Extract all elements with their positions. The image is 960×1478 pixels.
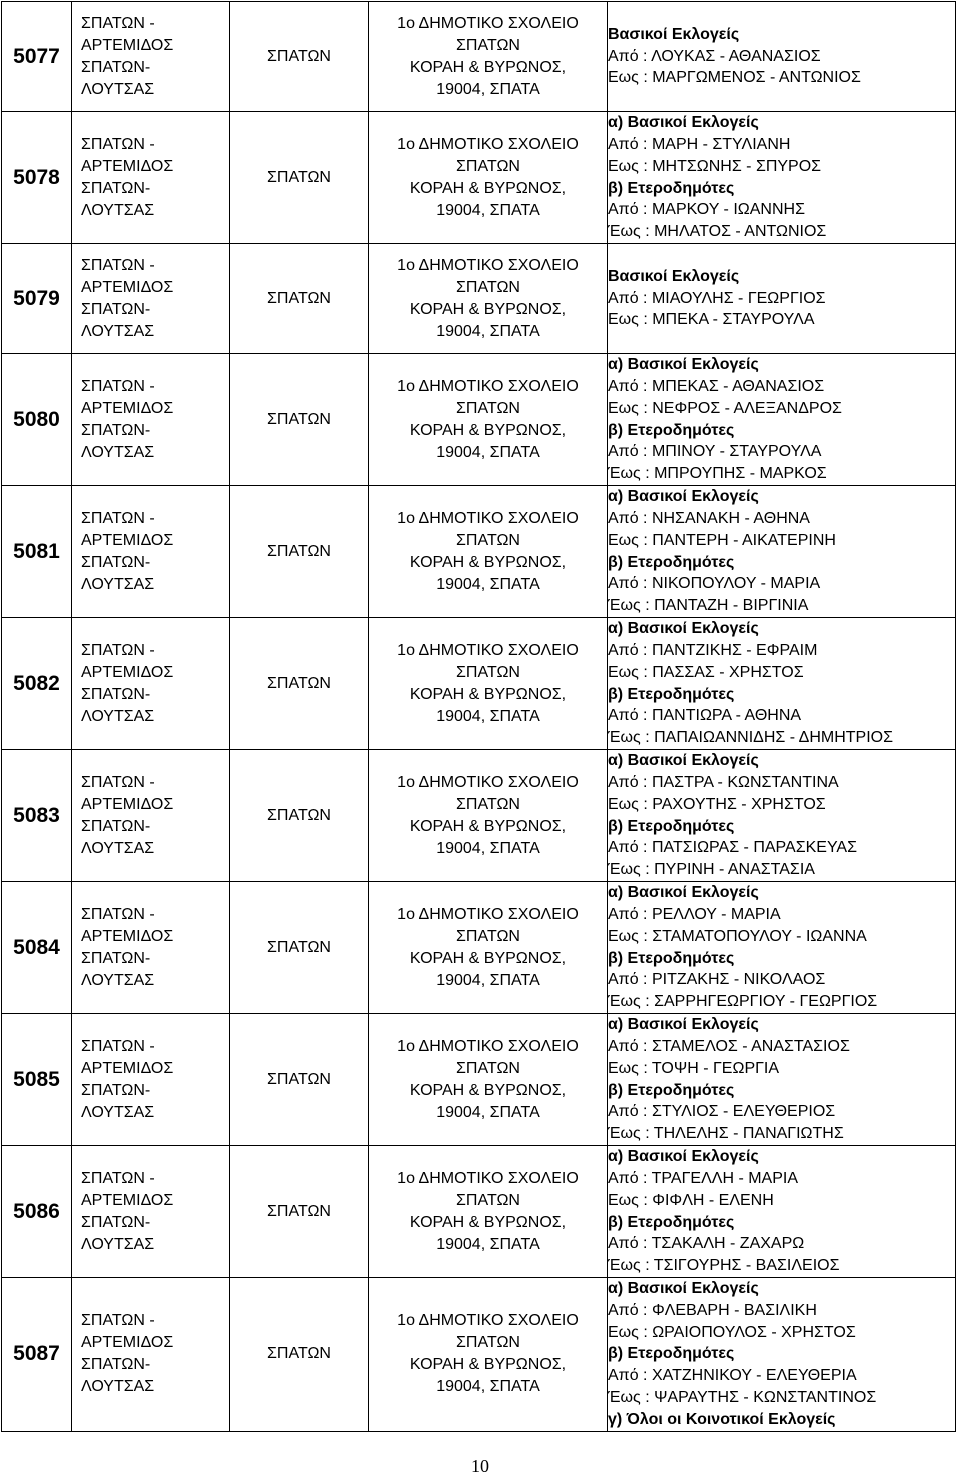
school-address-line: ΚΟΡΑΗ & ΒΥΡΩΝΟΣ, — [409, 179, 567, 197]
school-address-line: 1ο ΔΗΜΟΤΙΚΟ ΣΧΟΛΕΙΟ — [397, 14, 579, 32]
table-row — [2, 1278, 956, 1432]
municipality-line: ΣΠΑΤΩΝ - — [81, 14, 155, 32]
community-cell: ΣΠΑΤΩΝ — [230, 618, 369, 750]
page-number: 10 — [471, 1456, 489, 1476]
voter-category-heading: α) Βασικοί Εκλογείς — [608, 1148, 759, 1166]
voter-range-cell — [608, 750, 956, 882]
school-address-line: ΚΟΡΑΗ & ΒΥΡΩΝΟΣ, — [409, 949, 567, 967]
voter-category-heading: α) Βασικοί Εκλογείς — [608, 488, 759, 506]
voter-range-line: Εως : ΤΟΨΗ - ΓΕΩΡΓΙΑ — [608, 1059, 780, 1077]
voter-range-line: Εως : ΡΑΧΟΥΤΗΣ - ΧΡΗΣΤΟΣ — [608, 795, 826, 813]
table-row — [2, 2, 956, 112]
table-row — [2, 486, 956, 618]
voter-category-heading: β) Ετεροδημότες — [608, 1345, 735, 1363]
community-cell: ΣΠΑΤΩΝ — [230, 244, 369, 354]
school-address-line: 1ο ΔΗΜΟΤΙΚΟ ΣΧΟΛΕΙΟ — [397, 905, 579, 923]
school-address-line: 1ο ΔΗΜΟΤΙΚΟ ΣΧΟΛΕΙΟ — [397, 1037, 579, 1055]
voter-category-heading: α) Βασικοί Εκλογείς — [608, 884, 759, 902]
voter-category-heading: α) Βασικοί Εκλογείς — [608, 752, 759, 770]
municipality-line: ΣΠΑΤΩΝ - — [81, 377, 155, 395]
school-address-line: ΣΠΑΤΩΝ — [456, 1191, 520, 1209]
station-number: 5081 — [2, 486, 72, 618]
municipality-cell — [72, 1014, 230, 1146]
voter-range-line: Από : ΜΑΡΗ - ΣΤΥΛΙΑΝΗ — [608, 135, 791, 153]
municipality-line: ΣΠΑΤΩΝ - — [81, 905, 155, 923]
voter-category-heading: β) Ετεροδημότες — [608, 817, 735, 835]
voter-range-line: Έως : ΜΠΡΟΥΠΗΣ - ΜΑΡΚΟΣ — [608, 465, 827, 483]
municipality-line: ΑΡΤΕΜΙΔΟΣ — [81, 663, 174, 681]
voter-range-line: Από : ΧΑΤΖΗΝΙΚΟΥ - ΕΛΕΥΘΕΡΙΑ — [608, 1367, 857, 1385]
municipality-line: ΣΠΑΤΩΝ- — [81, 300, 151, 318]
voter-range-cell — [608, 882, 956, 1014]
voter-category-heading: γ) Όλοι οι Κοινοτικοί Εκλογείς — [608, 1410, 836, 1428]
school-address-cell — [369, 618, 608, 750]
municipality-line: ΣΠΑΤΩΝ- — [81, 1213, 151, 1231]
municipality-line: ΑΡΤΕΜΙΔΟΣ — [81, 157, 174, 175]
voter-range-line: Από : ΜΑΡΚΟΥ - ΙΩΑΝΝΗΣ — [608, 201, 805, 219]
voter-range-line: Εως : ΦΙΦΛΗ - ΕΛΕΝΗ — [608, 1191, 774, 1209]
school-address-line: ΚΟΡΑΗ & ΒΥΡΩΝΟΣ, — [409, 553, 567, 571]
school-address-line: 19004, ΣΠΑΤΑ — [436, 443, 540, 461]
station-number: 5084 — [2, 882, 72, 1014]
school-address-line: ΣΠΑΤΩΝ — [456, 1059, 520, 1077]
municipality-line: ΣΠΑΤΩΝ- — [81, 179, 151, 197]
voter-range-line: Από : ΤΣΑΚΑΛΗ - ΖΑΧΑΡΩ — [608, 1235, 805, 1253]
municipality-line: ΣΠΑΤΩΝ- — [81, 421, 151, 439]
school-address-line: 19004, ΣΠΑΤΑ — [436, 971, 540, 989]
voter-category-heading: β) Ετεροδημότες — [608, 685, 735, 703]
school-address-line: 1ο ΔΗΜΟΤΙΚΟ ΣΧΟΛΕΙΟ — [397, 1169, 579, 1187]
table-row — [2, 1014, 956, 1146]
school-address-line: ΣΠΑΤΩΝ — [456, 36, 520, 54]
school-address-line: ΣΠΑΤΩΝ — [456, 399, 520, 417]
municipality-line: ΑΡΤΕΜΙΔΟΣ — [81, 1059, 174, 1077]
school-address-line: ΚΟΡΑΗ & ΒΥΡΩΝΟΣ, — [409, 1213, 567, 1231]
school-address-line: 1ο ΔΗΜΟΤΙΚΟ ΣΧΟΛΕΙΟ — [397, 1312, 579, 1330]
school-address-line: 19004, ΣΠΑΤΑ — [436, 575, 540, 593]
school-address-line: ΣΠΑΤΩΝ — [456, 531, 520, 549]
school-address-line: 19004, ΣΠΑΤΑ — [436, 201, 540, 219]
municipality-line: ΣΠΑΤΩΝ - — [81, 509, 155, 527]
municipality-line: ΣΠΑΤΩΝ- — [81, 685, 151, 703]
table-body — [2, 2, 956, 1432]
voter-range-line: Έως : ΠΥΡΙΝΗ - ΑΝΑΣΤΑΣΙΑ — [608, 861, 815, 879]
school-address-line: ΚΟΡΑΗ & ΒΥΡΩΝΟΣ, — [409, 1356, 567, 1374]
school-address-line: 1ο ΔΗΜΟΤΙΚΟ ΣΧΟΛΕΙΟ — [397, 256, 579, 274]
school-address-line: 1ο ΔΗΜΟΤΙΚΟ ΣΧΟΛΕΙΟ — [397, 641, 579, 659]
municipality-line: ΑΡΤΕΜΙΔΟΣ — [81, 927, 174, 945]
station-number: 5080 — [2, 354, 72, 486]
voter-range-cell — [608, 2, 956, 112]
municipality-line: ΣΠΑΤΩΝ - — [81, 256, 155, 274]
voter-range-line: Εως : ΜΠΕΚΑ - ΣΤΑΥΡΟΥΛΑ — [608, 311, 815, 329]
municipality-line: ΣΠΑΤΩΝ- — [81, 949, 151, 967]
voter-range-cell — [608, 1014, 956, 1146]
voter-range-line: Εως : ΜΗΤΣΩΝΗΣ - ΣΠΥΡΟΣ — [608, 157, 822, 175]
school-address-cell — [369, 1146, 608, 1278]
voter-range-line: Έως : ΠΑΠΑΙΩΑΝΝΙΔΗΣ - ΔΗΜΗΤΡΙΟΣ — [608, 729, 893, 747]
school-address-line: 1ο ΔΗΜΟΤΙΚΟ ΣΧΟΛΕΙΟ — [397, 377, 579, 395]
school-address-line: ΣΠΑΤΩΝ — [456, 278, 520, 296]
voter-range-line: Από : ΠΑΤΣΙΩΡΑΣ - ΠΑΡΑΣΚΕΥΑΣ — [608, 839, 857, 857]
school-address-line: ΚΟΡΑΗ & ΒΥΡΩΝΟΣ, — [409, 817, 567, 835]
municipality-line: ΣΠΑΤΩΝ- — [81, 58, 151, 76]
voter-range-line: Από : ΜΙΑΟΥΛΗΣ - ΓΕΩΡΓΙΟΣ — [608, 289, 826, 307]
school-address-cell — [369, 112, 608, 244]
station-number: 5083 — [2, 750, 72, 882]
municipality-cell — [72, 1278, 230, 1432]
municipality-line: ΣΠΑΤΩΝ- — [81, 553, 151, 571]
school-address-cell — [369, 244, 608, 354]
voter-range-line: Έως : ΨΑΡΑΥΤΗΣ - ΚΩΝΣΤΑΝΤΙΝΟΣ — [608, 1388, 877, 1406]
voter-range-line: Εως : ΠΑΝΤΕΡΗ - ΑΙΚΑΤΕΡΙΝΗ — [608, 531, 836, 549]
station-number: 5079 — [2, 244, 72, 354]
school-address-line: 1ο ΔΗΜΟΤΙΚΟ ΣΧΟΛΕΙΟ — [397, 509, 579, 527]
municipality-line: ΑΡΤΕΜΙΔΟΣ — [81, 795, 174, 813]
community-cell: ΣΠΑΤΩΝ — [230, 1278, 369, 1432]
voter-range-line: Από : ΜΠΙΝΟΥ - ΣΤΑΥΡΟΥΛΑ — [608, 443, 822, 461]
voter-range-line: Από : ΡΙΤΖΑΚΗΣ - ΝΙΚΟΛΑΟΣ — [608, 971, 826, 989]
voter-category-heading: β) Ετεροδημότες — [608, 421, 735, 439]
municipality-cell — [72, 882, 230, 1014]
municipality-line: ΛΟΥΤΣΑΣ — [81, 1103, 155, 1121]
community-cell: ΣΠΑΤΩΝ — [230, 1014, 369, 1146]
school-address-cell — [369, 882, 608, 1014]
community-cell: ΣΠΑΤΩΝ — [230, 1146, 369, 1278]
station-number: 5078 — [2, 112, 72, 244]
municipality-cell — [72, 1146, 230, 1278]
voter-category-heading: α) Βασικοί Εκλογείς — [608, 356, 759, 374]
voter-range-line: Από : ΝΙΚΟΠΟΥΛΟΥ - ΜΑΡΙΑ — [608, 575, 821, 593]
voter-range-line: Από : ΦΛΕΒΑΡΗ - ΒΑΣΙΛΙΚΗ — [608, 1301, 817, 1319]
school-address-cell — [369, 2, 608, 112]
table-row — [2, 882, 956, 1014]
school-address-line: ΣΠΑΤΩΝ — [456, 663, 520, 681]
school-address-line: 1ο ΔΗΜΟΤΙΚΟ ΣΧΟΛΕΙΟ — [397, 135, 579, 153]
community-cell: ΣΠΑΤΩΝ — [230, 354, 369, 486]
municipality-line: ΣΠΑΤΩΝ- — [81, 817, 151, 835]
municipality-cell — [72, 354, 230, 486]
school-address-cell — [369, 750, 608, 882]
school-address-line: ΣΠΑΤΩΝ — [456, 927, 520, 945]
community-cell: ΣΠΑΤΩΝ — [230, 2, 369, 112]
voter-range-line: Εως : ΣΤΑΜΑΤΟΠΟΥΛΟΥ - ΙΩΑΝΝΑ — [608, 927, 867, 945]
municipality-cell — [72, 618, 230, 750]
municipality-line: ΑΡΤΕΜΙΔΟΣ — [81, 36, 174, 54]
station-number: 5087 — [2, 1278, 72, 1432]
school-address-cell — [369, 354, 608, 486]
voter-range-line: Έως : ΠΑΝΤΑΖΗ - ΒΙΡΓΙΝΙΑ — [608, 597, 809, 615]
voter-category-heading: α) Βασικοί Εκλογείς — [608, 114, 759, 132]
voter-range-cell — [608, 354, 956, 486]
school-address-line: 19004, ΣΠΑΤΑ — [436, 1235, 540, 1253]
school-address-line: ΚΟΡΑΗ & ΒΥΡΩΝΟΣ, — [409, 421, 567, 439]
municipality-cell — [72, 112, 230, 244]
voter-range-line: Έως : ΣΑΡΡΗΓΕΩΡΓΙΟΥ - ΓΕΩΡΓΙΟΣ — [608, 993, 878, 1011]
voter-range-line: Από : ΣΤΥΛΙΟΣ - ΕΛΕΥΘΕΡΙΟΣ — [608, 1103, 836, 1121]
school-address-line: 1ο ΔΗΜΟΤΙΚΟ ΣΧΟΛΕΙΟ — [397, 773, 579, 791]
school-address-line: 19004, ΣΠΑΤΑ — [436, 80, 540, 98]
school-address-line: ΚΟΡΑΗ & ΒΥΡΩΝΟΣ, — [409, 300, 567, 318]
voter-range-line: Έως : ΤΗΛΕΛΗΣ - ΠΑΝΑΓΙΩΤΗΣ — [608, 1125, 844, 1143]
polling-stations-table — [1, 1, 956, 1432]
voter-range-line: Από : ΠΑΝΤΖΙΚΗΣ - ΕΦΡΑΙΜ — [608, 641, 818, 659]
municipality-cell — [72, 486, 230, 618]
municipality-line: ΑΡΤΕΜΙΔΟΣ — [81, 278, 174, 296]
voter-category-heading: β) Ετεροδημότες — [608, 949, 735, 967]
municipality-line: ΛΟΥΤΣΑΣ — [81, 839, 155, 857]
table-row — [2, 750, 956, 882]
table-row — [2, 112, 956, 244]
municipality-line: ΑΡΤΕΜΙΔΟΣ — [81, 531, 174, 549]
voter-range-line: Από : ΠΑΝΤΙΩΡΑ - ΑΘΗΝΑ — [608, 707, 802, 725]
municipality-line: ΑΡΤΕΜΙΔΟΣ — [81, 1334, 174, 1352]
school-address-cell — [369, 1014, 608, 1146]
municipality-cell — [72, 244, 230, 354]
voter-range-line: Από : ΝΗΣΑΝΑΚΗ - ΑΘΗΝΑ — [608, 509, 810, 527]
school-address-line: ΚΟΡΑΗ & ΒΥΡΩΝΟΣ, — [409, 58, 567, 76]
school-address-cell — [369, 1278, 608, 1432]
municipality-line: ΛΟΥΤΣΑΣ — [81, 1235, 155, 1253]
voter-category-heading: α) Βασικοί Εκλογείς — [608, 1280, 759, 1297]
voter-range-cell — [608, 1146, 956, 1278]
voter-range-line: Από : ΤΡΑΓΕΛΛΗ - ΜΑΡΙΑ — [608, 1169, 799, 1187]
voter-category-heading: α) Βασικοί Εκλογείς — [608, 1016, 759, 1034]
station-number: 5077 — [2, 2, 72, 112]
municipality-cell — [72, 750, 230, 882]
station-number: 5086 — [2, 1146, 72, 1278]
school-address-line: 19004, ΣΠΑΤΑ — [436, 322, 540, 340]
school-address-line: 19004, ΣΠΑΤΑ — [436, 707, 540, 725]
voter-range-line: Εως : ΠΑΣΣΑΣ - ΧΡΗΣΤΟΣ — [608, 663, 804, 681]
school-address-cell — [369, 486, 608, 618]
voter-range-line: Από : ΡΕΛΛΟΥ - ΜΑΡΙΑ — [608, 905, 781, 923]
school-address-line: 19004, ΣΠΑΤΑ — [436, 1378, 540, 1396]
municipality-line: ΣΠΑΤΩΝ - — [81, 1312, 155, 1330]
voter-range-line: Εως : ΩΡΑΙΟΠΟΥΛΟΣ - ΧΡΗΣΤΟΣ — [608, 1323, 856, 1341]
municipality-line: ΛΟΥΤΣΑΣ — [81, 201, 155, 219]
voter-range-cell — [608, 1278, 956, 1432]
table-row — [2, 354, 956, 486]
voter-range-cell — [608, 244, 956, 354]
voter-range-line: Εως : ΝΕΦΡΟΣ - ΑΛΕΞΑΝΔΡΟΣ — [608, 399, 842, 417]
municipality-line: ΛΟΥΤΣΑΣ — [81, 443, 155, 461]
table-row — [2, 1146, 956, 1278]
voter-range-line: Από : ΛΟΥΚΑΣ - ΑΘΑΝΑΣΙΟΣ — [608, 47, 821, 65]
voter-range-line: Εως : ΜΑΡΓΩΜΕΝΟΣ - ΑΝΤΩΝΙΟΣ — [608, 69, 861, 87]
community-cell: ΣΠΑΤΩΝ — [230, 882, 369, 1014]
table-row — [2, 244, 956, 354]
voter-range-line: Από : ΜΠΕΚΑΣ - ΑΘΑΝΑΣΙΟΣ — [608, 377, 825, 395]
municipality-line: ΑΡΤΕΜΙΔΟΣ — [81, 1191, 174, 1209]
school-address-line: ΣΠΑΤΩΝ — [456, 795, 520, 813]
voter-range-line: Έως : ΜΗΛΑΤΟΣ - ΑΝΤΩΝΙΟΣ — [608, 223, 827, 241]
voter-range-cell — [608, 486, 956, 618]
voter-category-heading: Βασικοί Εκλογείς — [608, 267, 740, 285]
municipality-line: ΛΟΥΤΣΑΣ — [81, 971, 155, 989]
municipality-line: ΣΠΑΤΩΝ- — [81, 1081, 151, 1099]
municipality-line: ΛΟΥΤΣΑΣ — [81, 80, 155, 98]
municipality-line: ΛΟΥΤΣΑΣ — [81, 575, 155, 593]
community-cell: ΣΠΑΤΩΝ — [230, 112, 369, 244]
community-cell: ΣΠΑΤΩΝ — [230, 750, 369, 882]
municipality-line: ΣΠΑΤΩΝ - — [81, 1169, 155, 1187]
voter-category-heading: β) Ετεροδημότες — [608, 553, 735, 571]
municipality-line: ΣΠΑΤΩΝ - — [81, 641, 155, 659]
municipality-line: ΣΠΑΤΩΝ - — [81, 135, 155, 153]
school-address-line: 19004, ΣΠΑΤΑ — [436, 839, 540, 857]
municipality-line: ΣΠΑΤΩΝ - — [81, 773, 155, 791]
voter-category-heading: Βασικοί Εκλογείς — [608, 25, 740, 43]
voter-category-heading: β) Ετεροδημότες — [608, 1081, 735, 1099]
voter-category-heading: α) Βασικοί Εκλογείς — [608, 620, 759, 638]
municipality-line: ΛΟΥΤΣΑΣ — [81, 1378, 155, 1396]
municipality-line: ΣΠΑΤΩΝ - — [81, 1037, 155, 1055]
school-address-line: ΚΟΡΑΗ & ΒΥΡΩΝΟΣ, — [409, 1081, 567, 1099]
voter-range-cell — [608, 618, 956, 750]
station-number: 5085 — [2, 1014, 72, 1146]
school-address-line: ΣΠΑΤΩΝ — [456, 157, 520, 175]
table-row — [2, 618, 956, 750]
school-address-line: ΣΠΑΤΩΝ — [456, 1334, 520, 1352]
municipality-line: ΣΠΑΤΩΝ- — [81, 1356, 151, 1374]
school-address-line: 19004, ΣΠΑΤΑ — [436, 1103, 540, 1121]
station-number: 5082 — [2, 618, 72, 750]
voter-range-line: Έως : ΤΣΙΓΟΥΡΗΣ - ΒΑΣΙΛΕΙΟΣ — [608, 1257, 840, 1275]
municipality-line: ΛΟΥΤΣΑΣ — [81, 707, 155, 725]
voter-range-line: Από : ΣΤΑΜΕΛΟΣ - ΑΝΑΣΤΑΣΙΟΣ — [608, 1037, 850, 1055]
municipality-line: ΛΟΥΤΣΑΣ — [81, 322, 155, 340]
voter-category-heading: β) Ετεροδημότες — [608, 179, 735, 197]
municipality-cell — [72, 2, 230, 112]
school-address-line: ΚΟΡΑΗ & ΒΥΡΩΝΟΣ, — [409, 685, 567, 703]
voter-range-cell — [608, 112, 956, 244]
voter-range-line: Από : ΠΑΣΤΡΑ - ΚΩΝΣΤΑΝΤΙΝΑ — [608, 773, 839, 791]
voter-category-heading: β) Ετεροδημότες — [608, 1213, 735, 1231]
municipality-line: ΑΡΤΕΜΙΔΟΣ — [81, 399, 174, 417]
community-cell: ΣΠΑΤΩΝ — [230, 486, 369, 618]
